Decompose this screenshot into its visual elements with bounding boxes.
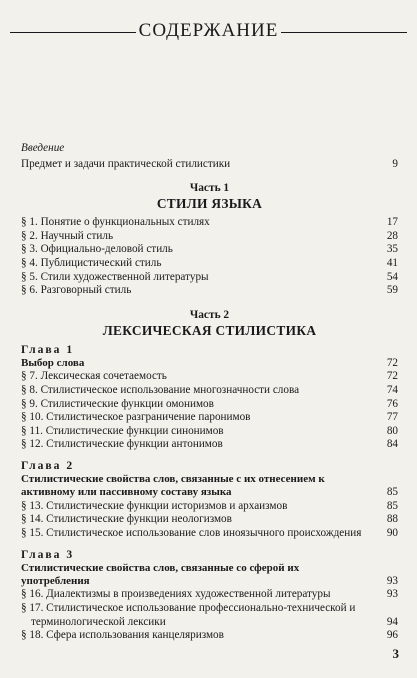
header-rule-right xyxy=(281,32,407,33)
chapter-label: Глава 2 xyxy=(21,458,75,472)
toc-entry-text: § 18. Сфера использования канцеляризмов xyxy=(21,629,224,642)
chapter-title-row xyxy=(21,473,398,500)
toc-entry xyxy=(21,284,398,298)
toc-entry-text: § 17. Стилистическое использование профессионально-технической и терминологической лексики xyxy=(21,601,356,628)
toc-entry-text: § 6. Разговорный стиль xyxy=(21,284,132,297)
toc-entry xyxy=(21,230,398,244)
toc-entry-page: 74 xyxy=(386,383,398,396)
part-title: СТИЛИ ЯЗЫКА xyxy=(156,196,263,212)
toc-entry-page: 76 xyxy=(386,397,398,410)
chapter-label: Глава 3 xyxy=(21,547,75,561)
part-number: Часть 1 xyxy=(189,182,230,195)
toc-entry-page: 85 xyxy=(386,499,398,512)
toc-entry-page: 88 xyxy=(386,513,398,526)
toc-entry-text: § 5. Стили художественной литературы xyxy=(21,270,209,283)
table-of-contents xyxy=(21,142,398,643)
toc-entry xyxy=(21,500,398,514)
toc-entry-page: 96 xyxy=(386,629,398,642)
toc-entry-page: 28 xyxy=(386,229,398,242)
toc-entry xyxy=(21,602,398,629)
toc-entry-page: 84 xyxy=(386,438,398,451)
chapter-block xyxy=(21,548,398,643)
toc-entry xyxy=(21,425,398,439)
toc-entry-text: § 2. Научный стиль xyxy=(21,229,114,242)
chapter-block xyxy=(21,459,398,541)
toc-entry-page: 85 xyxy=(386,486,398,499)
toc-entry xyxy=(21,411,398,425)
toc-entry-text: § 12. Стилистические функции антонимов xyxy=(21,438,223,451)
toc-entry-page: 41 xyxy=(386,256,398,269)
toc-entry-page: 54 xyxy=(386,270,398,283)
toc-entry xyxy=(21,216,398,230)
toc-entry xyxy=(21,438,398,452)
toc-entry-page: 93 xyxy=(386,574,398,587)
toc-entry-text: § 4. Публицистический стиль xyxy=(21,256,162,269)
toc-entry xyxy=(21,588,398,602)
part-title: ЛЕКСИЧЕСКАЯ СТИЛИСТИКА xyxy=(102,322,317,338)
toc-entry-text: § 1. Понятие о функциональных стилях xyxy=(21,216,210,229)
toc-entry xyxy=(21,384,398,398)
toc-entry-text: Предмет и задачи практической стилистики xyxy=(21,157,231,170)
chapter-title-row xyxy=(21,357,398,371)
toc-entry-text: § 3. Официально-деловой стиль xyxy=(21,243,173,256)
part-heading xyxy=(21,308,398,339)
toc-entry-text: § 8. Стилистическое использование многозначности слова xyxy=(21,383,300,396)
toc-entry-text: § 14. Стилистические функции неологизмов xyxy=(21,513,232,526)
toc-entry xyxy=(21,629,398,643)
toc-entry-page: 80 xyxy=(386,424,398,437)
part-number: Часть 2 xyxy=(189,308,230,321)
page-number: 3 xyxy=(392,646,399,661)
intro-label: Введение xyxy=(21,142,65,154)
toc-entry-page: 77 xyxy=(386,411,398,424)
toc-entry-page: 9 xyxy=(392,157,398,170)
chapter-title: Стилистические свойства слов, связанные со сферой их употребления xyxy=(21,561,300,587)
toc-entry-page: 72 xyxy=(386,356,398,369)
toc-entry-page: 35 xyxy=(386,243,398,256)
toc-entry-text: § 11. Стилистические функции синонимов xyxy=(21,424,224,437)
page-title: СОДЕРЖАНИЕ xyxy=(138,20,279,41)
toc-entry-text: § 15. Стилистическое использование слов иноязычного происхождения xyxy=(21,526,362,539)
toc-entry-page: 17 xyxy=(386,216,398,229)
toc-entry-page: 90 xyxy=(386,526,398,539)
toc-entry-page: 94 xyxy=(386,615,398,628)
chapter-title-row xyxy=(21,562,398,589)
toc-entry xyxy=(21,257,398,271)
toc-entry-text: § 7. Лексическая сочетаемость xyxy=(21,370,167,383)
toc-entry-text: § 10. Стилистическое разграничение паронимов xyxy=(21,411,251,424)
toc-entry-text: § 13. Стилистические функции историзмов и архаизмов xyxy=(21,499,288,512)
toc-entry xyxy=(21,158,398,172)
toc-entry xyxy=(21,370,398,384)
toc-entry xyxy=(21,513,398,527)
toc-entry-text: § 9. Стилистические функции омонимов xyxy=(21,397,214,410)
toc-entry xyxy=(21,398,398,412)
toc-entry-page: 59 xyxy=(386,284,398,297)
toc-entry-page: 72 xyxy=(386,370,398,383)
contents-header xyxy=(10,18,407,46)
chapter-title: Выбор слова xyxy=(21,356,85,369)
toc-entry-page: 93 xyxy=(386,588,398,601)
toc-entry xyxy=(21,527,398,541)
toc-entry xyxy=(21,271,398,285)
toc-entry xyxy=(21,243,398,257)
toc-entry-text: § 16. Диалектизмы в произведениях художественной литературы xyxy=(21,588,331,601)
chapter-label: Глава 1 xyxy=(21,342,75,356)
chapter-title: Стилистические свойства слов, связанные с их отнесением к активному или пассивному составу языка xyxy=(21,472,325,499)
part-heading xyxy=(21,181,398,212)
